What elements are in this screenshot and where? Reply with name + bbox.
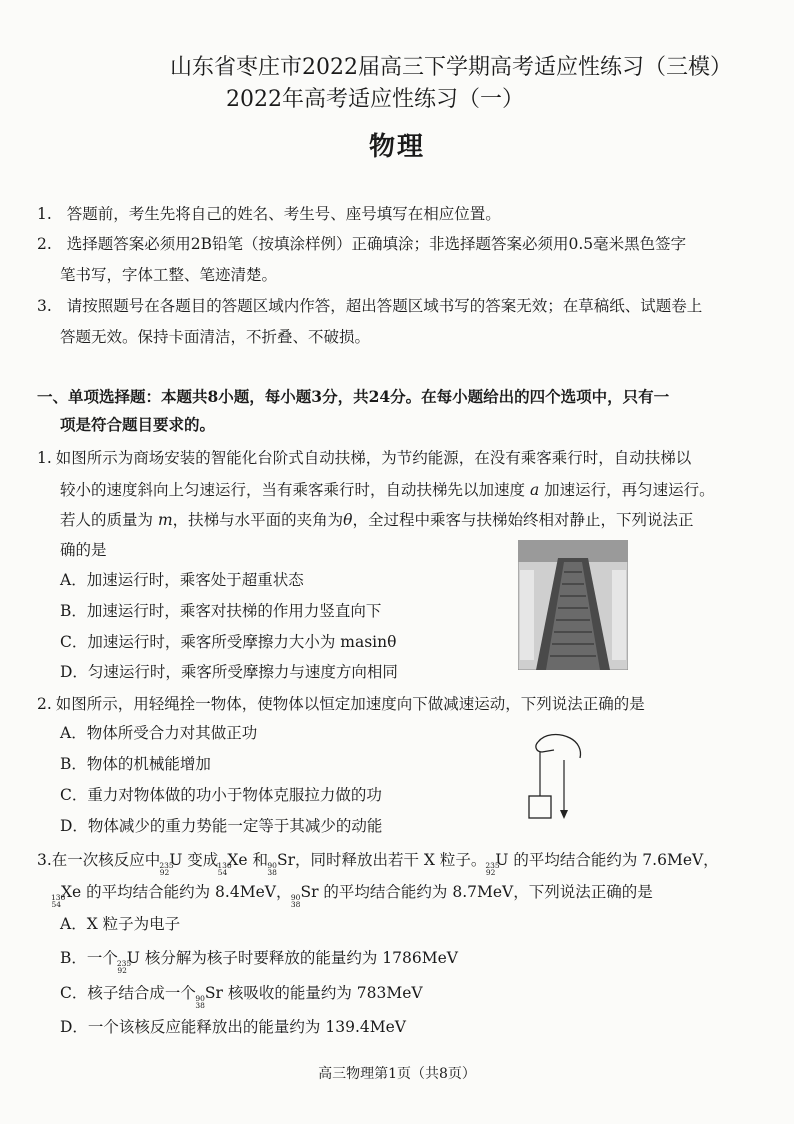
- q1-option-d: D．匀速运行时，乘客所受摩擦力与速度方向相同: [60, 663, 398, 681]
- subject-title: 物理: [368, 132, 425, 162]
- q1-line2: 较小的速度斜向上匀速运行，当有乘客乘行时，自动扶梯先以加速度 a 加速运行，再匀速运行。: [60, 481, 715, 499]
- escalator-photo: [518, 540, 628, 670]
- q2-option-c: C．重力对物体做的功小于物体克服拉力做的功: [60, 786, 382, 804]
- q2-option-b: B．物体的机械能增加: [60, 755, 211, 773]
- q2-line1: 2. 如图所示，用轻绳拴一物体，使物体以恒定加速度向下做减速运动，下列说法正确的是: [37, 695, 645, 713]
- note-1: 1. 答题前，考生先将自己的姓名、考生号、座号填写在相应位置。: [37, 205, 501, 223]
- exam-title: 2022年高考适应性练习（一）: [226, 87, 524, 112]
- q1-option-a: A．加速运行时，乘客处于超重状态: [60, 571, 304, 589]
- exam-source-title: 山东省枣庄市2022届高三下学期高考适应性练习（三模）: [170, 55, 732, 80]
- q3-line2: 136 54 Xe 的平均结合能约为 8.4MeV， 90 38 Sr 的平均结合能约为 8.7MeV，下列说法正确的是: [51, 883, 653, 909]
- note-2: 2. 选择题答案必须用2B铅笔（按填涂样例）正确填涂；非选择题答案必须用0.5毫米黑色签字: [37, 235, 687, 253]
- section-heading-cont: 项是符合题目要求的。: [60, 415, 216, 434]
- q2-option-a: A．物体所受合力对其做正功: [60, 724, 258, 742]
- q1-option-b: B．加速运行时，乘客对扶梯的作用力竖直向下: [60, 602, 382, 620]
- q1-option-c: C．加速运行时，乘客所受摩擦力大小为 masinθ: [60, 633, 397, 651]
- q3-option-d: D．一个该核反应能释放出的能量约为 139.4MeV: [60, 1018, 406, 1036]
- q1-line4: 确的是: [60, 541, 107, 559]
- q2-option-d: D．物体减少的重力势能一定等于其减少的动能: [60, 817, 383, 835]
- section-heading: 一、单项选择题：本题共8小题，每小题3分，共24分。在每小题给出的四个选项中，只有一: [37, 387, 670, 406]
- page-footer: 高三物理第1页（共8页）: [318, 1066, 476, 1082]
- q3-line1: 3.在一次核反应中 235 92 U 变成 136 54 Xe 和 90 38 Sr，同时释放出若干 X 粒子。 235 92 U 的平均结合能约为 7.6MeV，: [37, 851, 719, 877]
- note-2-cont: 笔书写，字体工整、笔迹清楚。: [60, 266, 278, 284]
- note-3-cont: 答题无效。保持卡面清洁，不折叠、不破损。: [60, 328, 371, 346]
- q3-option-a: A．X 粒子为电子: [60, 915, 181, 933]
- hand-rope-block-diagram: [518, 730, 598, 822]
- q1-line1: 1. 如图所示为商场安装的智能化台阶式自动扶梯，为节约能源，在没有乘客乘行时，自动扶梯以: [37, 449, 692, 467]
- q3-option-b: B．一个 235 92 U 核分解为核子时要释放的能量约为 1786MeV: [60, 949, 458, 975]
- q3-option-c: C．核子结合成一个 90 38 Sr 核吸收的能量约为 783MeV: [60, 984, 423, 1010]
- note-3: 3. 请按照题号在各题目的答题区域内作答，超出答题区域书写的答案无效；在草稿纸、试题卷上: [37, 297, 703, 315]
- q1-line3: 若人的质量为 m，扶梯与水平面的夹角为θ，全过程中乘客与扶梯始终相对静止，下列说法正: [60, 511, 694, 529]
